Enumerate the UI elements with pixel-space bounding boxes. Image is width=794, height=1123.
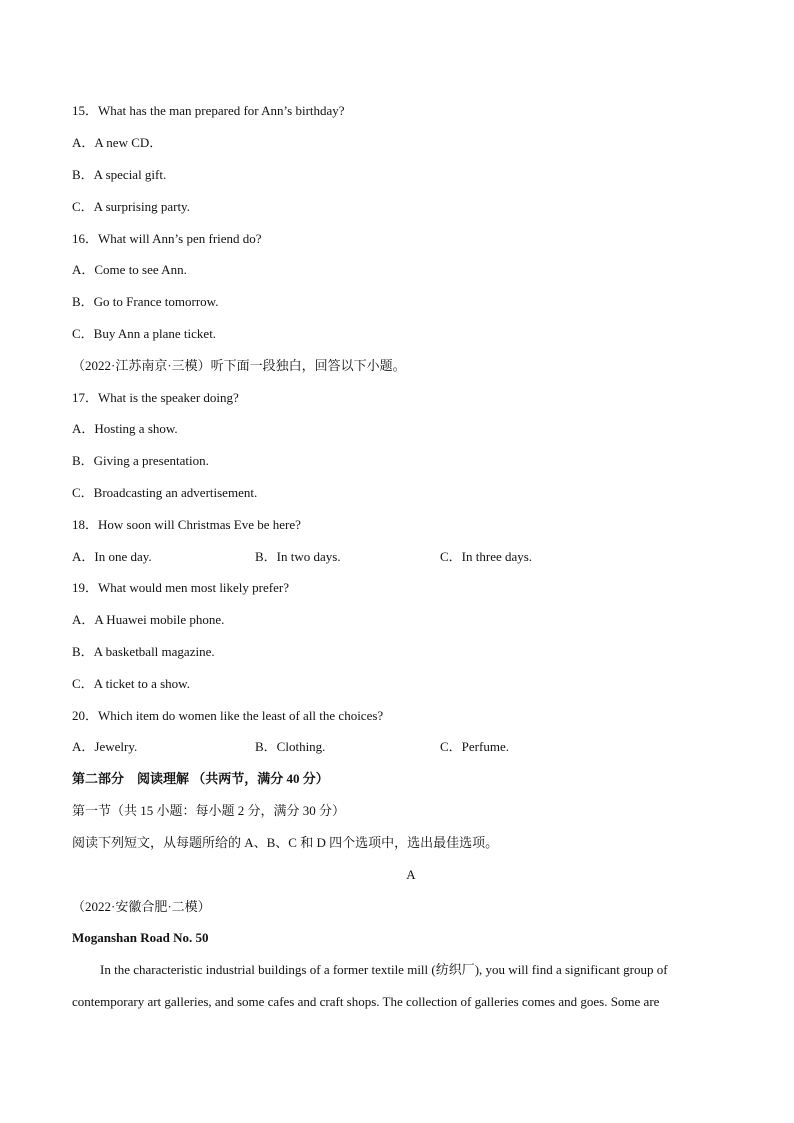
question-20: 20．Which item do women like the least of all the choices? xyxy=(72,708,384,723)
passage-title: Moganshan Road No. 50 xyxy=(72,930,209,945)
q15-option-b: B．A special gift. xyxy=(72,167,167,182)
question-18: 18．How soon will Christmas Eve be here? xyxy=(72,517,301,532)
passage-line-2: contemporary art galleries, and some cafes and craft shops. The collection of galleries comes and goes. Some are xyxy=(72,994,660,1009)
q20-option-c: C．Perfume. xyxy=(440,739,509,754)
q18-option-c: C．In three days. xyxy=(440,549,533,564)
q17-option-b: B．Giving a presentation. xyxy=(72,453,209,468)
q15-option-c: C．A surprising party. xyxy=(72,199,190,214)
q19-option-b: B．A basketball magazine. xyxy=(72,644,215,659)
q20-option-a: A．Jewelry. xyxy=(72,739,138,754)
question-16: 16．What will Ann’s pen friend do? xyxy=(72,231,262,246)
section-title: 第二部分 阅读理解 （共两节，满分 40 分） xyxy=(72,771,329,786)
q20-option-b: B．Clothing. xyxy=(255,739,326,754)
q16-option-a: A．Come to see Ann. xyxy=(72,262,187,277)
q18-option-a: A．In one day. xyxy=(72,549,152,564)
q19-option-c: C．A ticket to a show. xyxy=(72,676,190,691)
q18-option-b: B．In two days. xyxy=(255,549,341,564)
question-15: 15．What has the man prepared for Ann’s birthday? xyxy=(72,103,345,118)
q16-option-c: C．Buy Ann a plane ticket. xyxy=(72,326,217,341)
q17-option-a: A．Hosting a show. xyxy=(72,421,178,436)
q16-option-b: B．Go to France tomorrow. xyxy=(72,294,219,309)
q15-option-a: A．A new CD． xyxy=(72,135,163,150)
q17-option-c: C．Broadcasting an advertisement. xyxy=(72,485,258,500)
subsection-title: 第一节（共 15 小题：每小题 2 分，满分 30 分） xyxy=(72,803,346,818)
q19-option-a: A．A Huawei mobile phone. xyxy=(72,612,225,627)
reading-instruction: 阅读下列短文，从每题所给的 A、B、C 和 D 四个选项中，选出最佳选项。 xyxy=(72,835,499,850)
passage-line-1: In the characteristic industrial buildings of a former textile mill (纺织厂), you will find a significant group of xyxy=(100,962,668,977)
question-19: 19．What would men most likely prefer? xyxy=(72,580,289,595)
passage-letter: A xyxy=(406,867,416,882)
question-17: 17．What is the speaker doing? xyxy=(72,390,239,405)
passage-body xyxy=(72,954,722,1018)
monologue-instruction: （2022·江苏南京·三模）听下面一段独白，回答以下小题。 xyxy=(72,358,406,373)
passage-source: （2022·安徽合肥·二模） xyxy=(72,899,211,914)
